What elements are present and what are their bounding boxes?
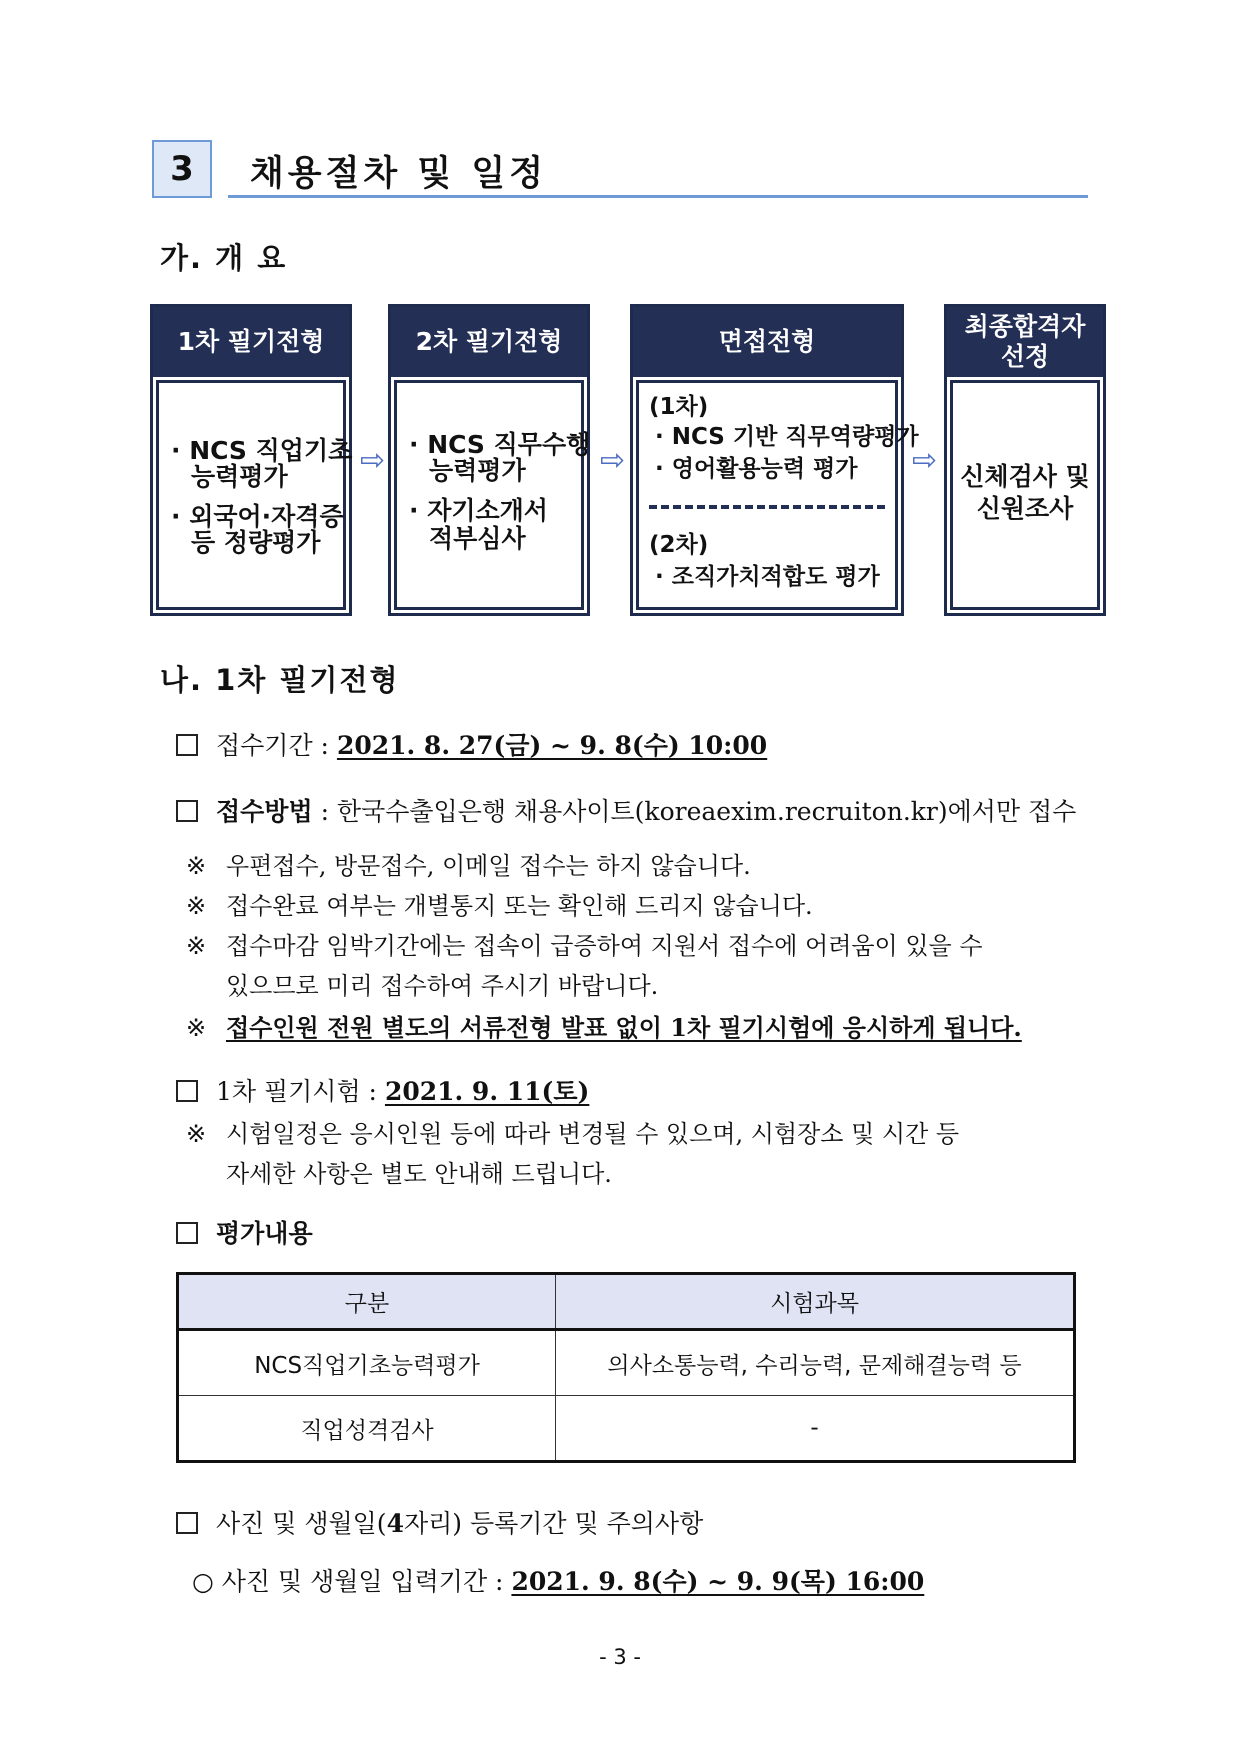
note-item xyxy=(186,886,813,921)
step-item: · NCS 직업기초 xyxy=(171,436,353,465)
reference-mark-icon: ※ xyxy=(186,1120,207,1148)
step-body xyxy=(394,380,591,610)
exam-date-line xyxy=(176,1072,589,1108)
reference-mark-icon: ※ xyxy=(186,932,207,960)
step-box-final xyxy=(944,304,1106,616)
step-title: 면접전형 xyxy=(633,307,901,377)
evaluation-label: 평가내용 xyxy=(216,1219,313,1248)
note-text: 우편접수, 방문접수, 이메일 접수는 하지 않습니다. xyxy=(226,852,751,880)
step-title-line: 최종합격자 xyxy=(964,312,1086,341)
note-text: 시험일정은 응시인원 등에 따라 변경될 수 있으며, 시험장소 및 시간 등 xyxy=(226,1120,960,1148)
step-item: · 영어활용능력 평가 xyxy=(655,456,858,482)
checkbox-square-icon xyxy=(176,800,198,822)
note-item xyxy=(186,846,751,881)
step-box-written2 xyxy=(388,304,590,616)
step-item: (1차) xyxy=(649,394,709,420)
note-continuation: 자세한 사항은 별도 안내해 드립니다. xyxy=(226,1160,612,1188)
note-item xyxy=(186,926,983,961)
table-header-cell: 시험과목 xyxy=(556,1274,1075,1330)
photo-period-line xyxy=(192,1562,924,1598)
step-box-written1 xyxy=(150,304,352,616)
table-cell: 직업성격검사 xyxy=(178,1396,556,1462)
table-cell: - xyxy=(556,1396,1075,1462)
step-item: 적부심사 xyxy=(429,524,526,553)
arrow-right-icon: ⇨ xyxy=(912,443,938,478)
checkbox-square-icon xyxy=(176,734,198,756)
section-number: 3 xyxy=(152,140,212,198)
photo-label: 자리) 등록기간 및 주의사항 xyxy=(403,1509,704,1538)
step-item: (2차) xyxy=(649,532,709,558)
written1-heading: 나. 1차 필기전형 xyxy=(160,663,400,697)
note-item xyxy=(186,1114,959,1149)
step-item: 능력평가 xyxy=(429,456,526,485)
table-row xyxy=(178,1330,1075,1396)
exam-label: 1차 필기시험 : xyxy=(216,1077,377,1106)
dashed-divider xyxy=(649,505,885,509)
step-box-interview xyxy=(630,304,919,616)
photo-label-digit: 4 xyxy=(386,1509,404,1538)
note-text-emphasis: 접수인원 전원 별도의 서류전형 발표 없이 1차 필기시험에 응시하게 됩니다. xyxy=(226,1013,1022,1042)
table-header-row xyxy=(178,1274,1075,1330)
step-title: 1차 필기전형 xyxy=(153,307,349,377)
evaluation-line xyxy=(176,1214,313,1250)
step-title: 2차 필기전형 xyxy=(391,307,587,377)
checkbox-square-icon xyxy=(176,1222,198,1244)
note-item xyxy=(186,1008,1022,1043)
step-item: · NCS 직무수행 xyxy=(409,430,591,459)
step-item: · 외국어·자격증 xyxy=(171,502,344,531)
period-value: 2021. 8. 27(금) ~ 9. 8(수) 10:00 xyxy=(336,731,768,760)
step-item: 신원조사 xyxy=(976,494,1074,523)
photo-period-label: ○ 사진 및 생월일 입력기간 : xyxy=(192,1567,504,1596)
arrow-right-icon: ⇨ xyxy=(600,443,626,478)
page-number: - 3 - xyxy=(599,1645,641,1669)
reference-mark-icon: ※ xyxy=(186,1014,207,1042)
step-item: 능력평가 xyxy=(191,462,288,491)
table-header-cell: 구분 xyxy=(178,1274,556,1330)
method-label: 접수방법 xyxy=(216,797,313,826)
step-body xyxy=(950,380,1100,610)
photo-registration-line xyxy=(176,1504,703,1540)
step-item: 등 정량평가 xyxy=(191,528,321,557)
note-text: 접수완료 여부는 개별통지 또는 확인해 드리지 않습니다. xyxy=(226,892,813,920)
application-period-line xyxy=(176,726,767,762)
section-title: 채용절차 및 일정 xyxy=(250,154,548,194)
reference-mark-icon: ※ xyxy=(186,892,207,920)
application-method-line xyxy=(176,792,1076,828)
overview-heading: 가. 개 요 xyxy=(160,241,288,275)
step-title-line: 선정 xyxy=(1000,342,1050,371)
period-label: 접수기간 : xyxy=(216,731,329,760)
arrow-right-icon: ⇨ xyxy=(360,443,386,478)
section-underline xyxy=(228,195,1088,198)
step-item: · 조직가치적합도 평가 xyxy=(655,564,880,590)
photo-label: 사진 및 생월일( xyxy=(216,1509,387,1538)
table-cell: 의사소통능력, 수리능력, 문제해결능력 등 xyxy=(556,1330,1075,1396)
checkbox-square-icon xyxy=(176,1080,198,1102)
note-text: 접수마감 임박기간에는 접속이 급증하여 지원서 접수에 어려움이 있을 수 xyxy=(226,932,983,960)
step-item: · 자기소개서 xyxy=(409,496,548,525)
table-row xyxy=(178,1396,1075,1462)
checkbox-square-icon xyxy=(176,1512,198,1534)
step-item: 신체검사 및 xyxy=(960,462,1090,491)
photo-period-value: 2021. 9. 8(수) ~ 9. 9(목) 16:00 xyxy=(511,1567,925,1596)
note-continuation: 있으므로 미리 접수하여 주시기 바랍니다. xyxy=(226,972,659,1000)
reference-mark-icon: ※ xyxy=(186,852,207,880)
step-item: · NCS 기반 직무역량평가 xyxy=(655,424,919,450)
evaluation-table xyxy=(176,1272,1076,1463)
step-body xyxy=(156,380,353,610)
method-text: : 한국수출입은행 채용사이트(koreaexim.recruiton.kr)에서만 접수 xyxy=(320,797,1077,826)
step-body xyxy=(636,380,919,610)
step-title xyxy=(947,307,1103,377)
table-cell: NCS직업기초능력평가 xyxy=(178,1330,556,1396)
exam-date: 2021. 9. 11(토) xyxy=(384,1077,590,1106)
